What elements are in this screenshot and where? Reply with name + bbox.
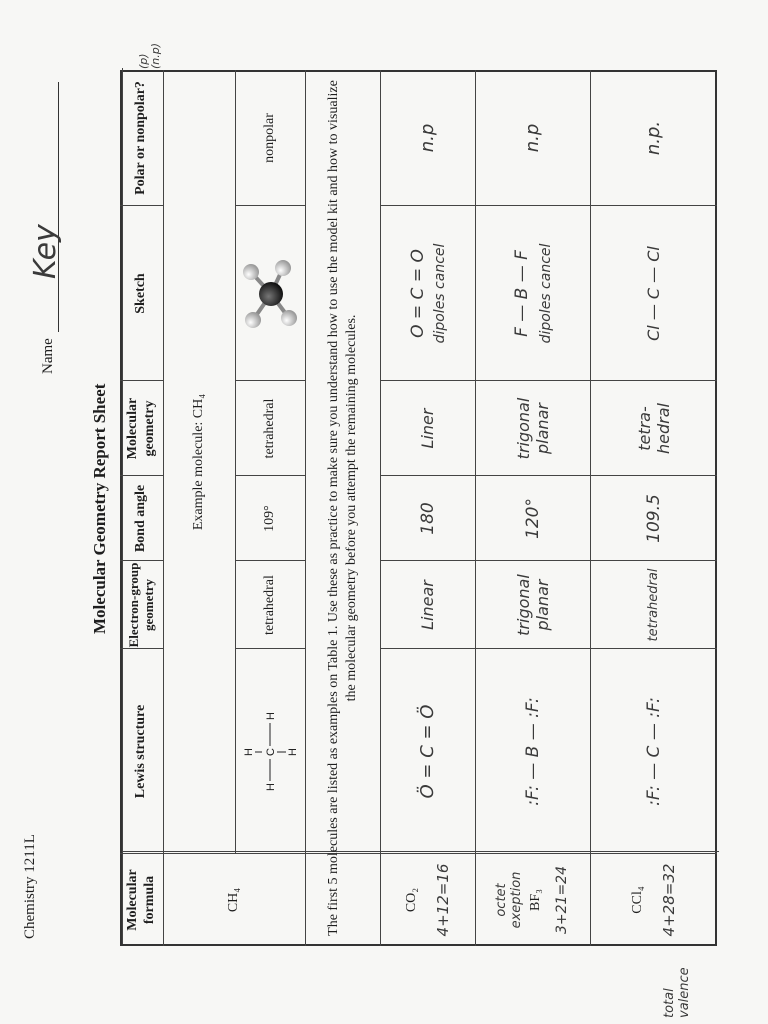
header-polarity: Polar or nonpolar? [133, 81, 149, 195]
course-label: Chemistry 1211L [22, 834, 38, 939]
example-formula: CH₄ [226, 887, 241, 913]
row-co2-formula-cell [380, 854, 475, 946]
row-bf3-bond-angle: 120° [522, 498, 543, 539]
row-ccl4-valence: 4+28=32 [659, 863, 678, 937]
example-sketch [235, 206, 305, 381]
ch4-ball-model-image [237, 249, 303, 339]
row-co2-lewis: Ö = C = Ö [417, 704, 438, 799]
row-bf3-lewis: :F: — B — :F: [522, 697, 543, 806]
header-formula: Molecular formula [125, 869, 157, 931]
example-lewis-structure [235, 649, 305, 854]
row-bf3-note: octet exeption [494, 871, 524, 929]
row-co2-sketch-structure: O = C = O [407, 249, 428, 338]
row-bf3-formula: BF₃ [527, 889, 543, 912]
corner-note: (p) (n.p) [137, 42, 163, 69]
row-ccl4-polarity: n.p. [643, 120, 664, 156]
row-co2-bond-angle: 180 [417, 502, 438, 535]
header-lewis: Lewis structure [133, 704, 149, 799]
svg-text:H: H [287, 748, 299, 757]
row-ccl4-sketch-structure: Cl — C — Cl [644, 246, 663, 341]
row-bf3-sketch [475, 206, 590, 381]
row-co2-valence: 4+12=16 [433, 863, 452, 937]
row-bf3-molecular-geometry: trigonal planar [513, 397, 552, 460]
row-ccl4-electron-geometry: tetrahedral [646, 568, 661, 642]
margin-note: total valence [662, 967, 692, 1018]
row-co2-sketch-note: dipoles cancel [431, 243, 448, 344]
row-ccl4-lewis: :F: — C — :F: [643, 697, 664, 806]
name-value: Key [28, 224, 63, 279]
row-co2-formula: CO₂ [403, 887, 419, 913]
svg-text:H: H [243, 748, 255, 757]
header-sketch: Sketch [133, 273, 149, 314]
row-co2-sketch [380, 206, 475, 381]
svg-text:C: C [265, 748, 277, 757]
row-bf3-valence: 3+21=24 [553, 866, 570, 934]
row-ccl4-formula: CCl₄ [629, 886, 645, 914]
header-bond-angle: Bond angle [133, 484, 149, 553]
row-bf3-polarity: n.p [522, 123, 543, 153]
row-bf3-sketch-structure: F — B — F [511, 250, 532, 337]
row-ccl4-molecular-geometry: tetra-hedral [634, 403, 673, 454]
row-co2-polarity: n.p [417, 123, 438, 153]
example-molecular-geometry: tetrahedral [262, 398, 277, 459]
row-bf3-sketch-note: dipoles cancel [537, 243, 554, 344]
row-bf3-electron-geometry: trigonal planar [513, 574, 552, 636]
row-co2-molecular-geometry: Liner [418, 408, 437, 449]
example-electron-geometry: tetrahedral [262, 575, 277, 635]
ch4-lewis-drawing [240, 697, 300, 807]
row-co2-electron-geometry: Linear [418, 580, 437, 630]
header-electron-geometry: Electron-group geometry [125, 562, 156, 648]
svg-text:H: H [265, 783, 277, 792]
svg-text:H: H [265, 712, 277, 721]
example-caption: Example molecule: CH₄ [191, 393, 206, 531]
name-label: Name [40, 338, 56, 374]
example-bond-angle: 109° [262, 505, 277, 532]
worksheet-title: Molecular Geometry Report Sheet [90, 383, 109, 634]
instructions-text: The first 5 molecules are listed as examples on Table 1. Use these as practice to make sure you understand how to use the model kit and how to visualize the molecular geometry before you attempt the remaining molecules. [326, 80, 359, 936]
row-ccl4-sketch [590, 206, 717, 381]
row-bf3-formula-cell [475, 854, 590, 946]
example-polarity: nonpolar [262, 113, 277, 163]
header-molecular-geometry: Molecular geometry [125, 397, 157, 460]
row-ccl4-formula-cell [590, 854, 717, 946]
row-ccl4-bond-angle: 109.5 [643, 494, 664, 543]
